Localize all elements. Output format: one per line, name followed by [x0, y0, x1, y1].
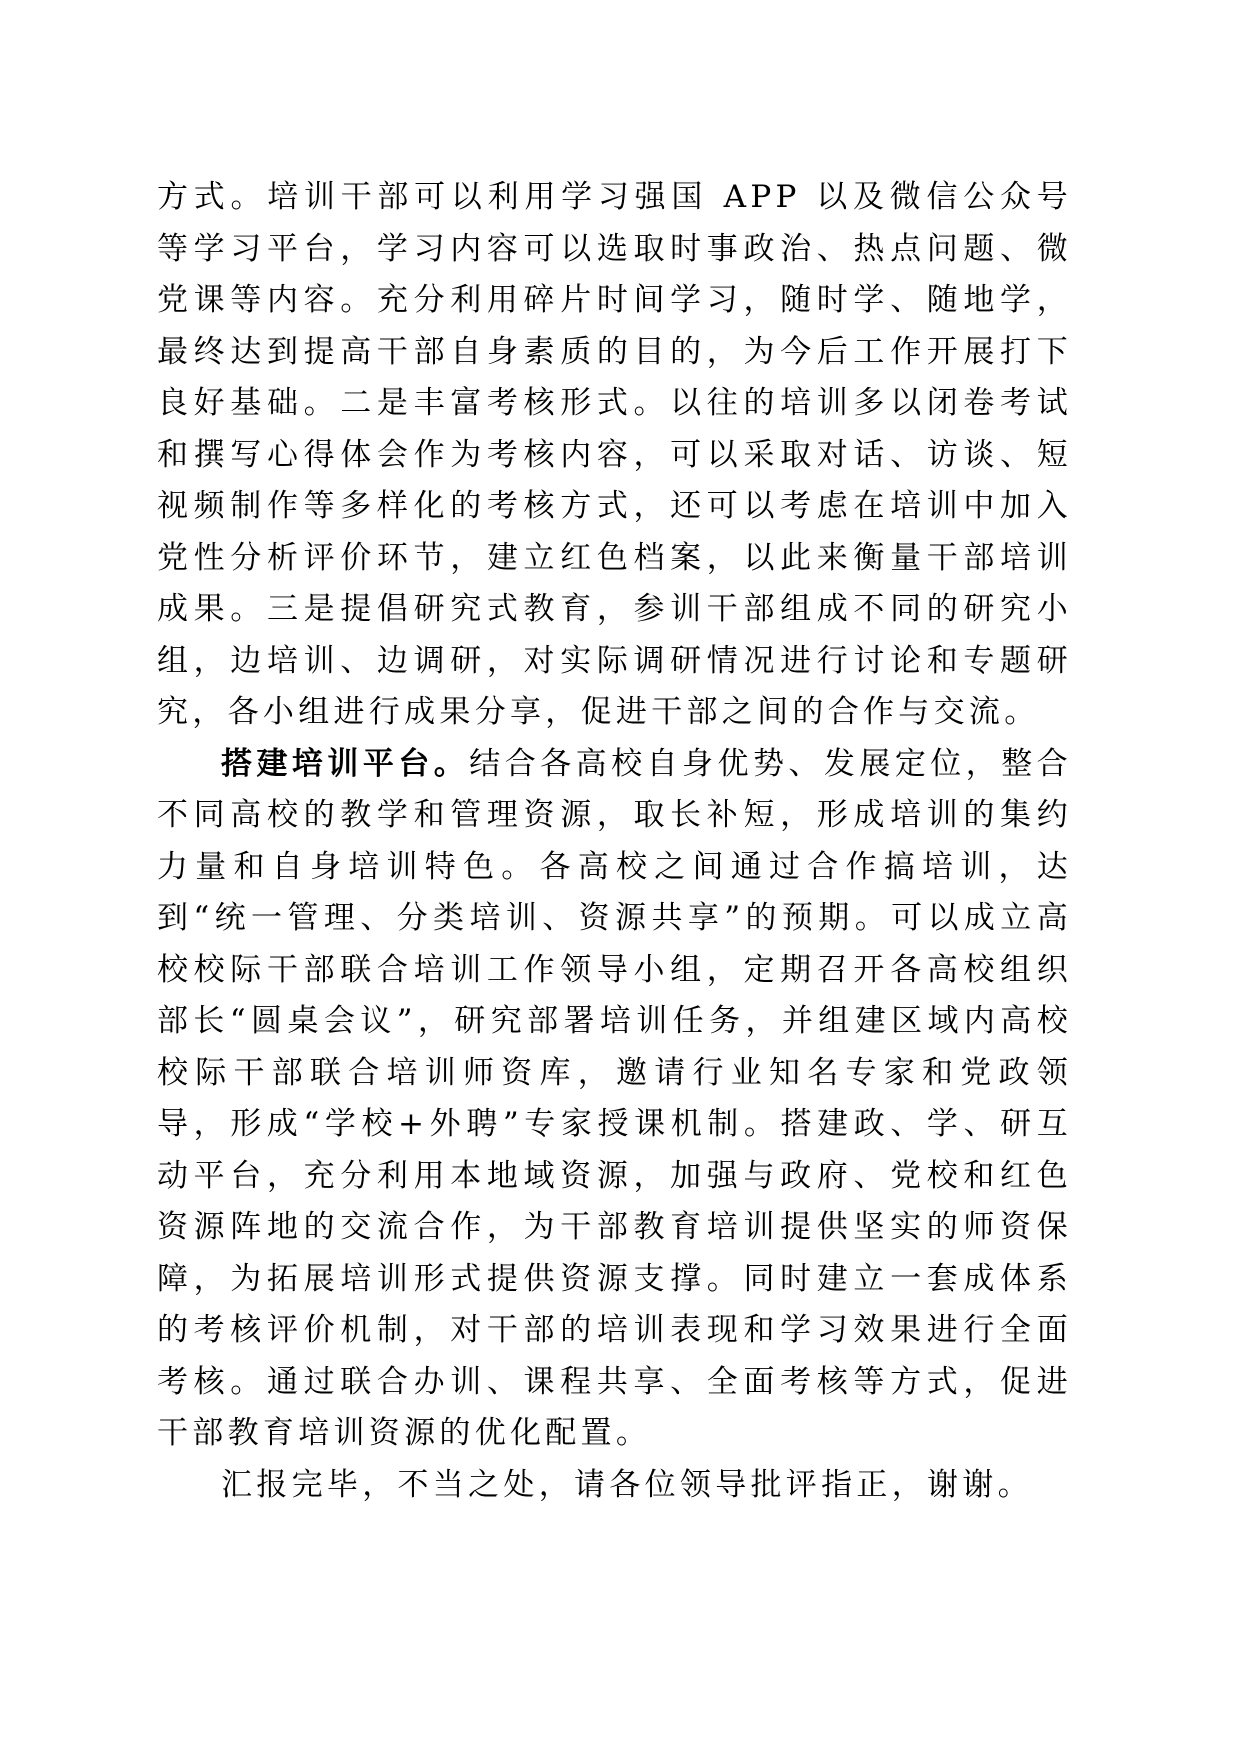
paragraph-2-text: 结合各高校自身优势、发展定位，整合不同高校的教学和管理资源，取长补短，形成培训的集约力量和自身培训特色。各高校之间通过合作搞培训，达到“统一管理、分类培训、资源共享”的预期。可以成立高校校际干部联合培训工作领导小组，定期召开各高校组织部长“圆桌会议”，研究部署培训任务，并组建区域内高校校际干部联合培训师资库，邀请行业知名专家和党政领导，形成“学校+外聘”专家授课机制。搭建政、学、研互动平台，充分利用本地域资源，加强与政府、党校和红色资源阵地的交流合作，为干部教育培训提供坚实的师资保障，为拓展培训形式提供资源支撑。同时建立一套成体系的考核评价机制，对干部的培训表现和学习效果进行全面考核。通过联合办训、课程共享、全面考核等方式，促进干部教育培训资源的优化配置。: [157, 745, 1072, 1451]
document-page: [157, 172, 1072, 1511]
paragraph-closing: [157, 1460, 1072, 1512]
paragraph-platform: [157, 739, 1072, 1460]
paragraph-1-text: 方式。培训干部可以利用学习强国 APP 以及微信公众号等学习平台，学习内容可以选取时事政治、热点问题、微党课等内容。充分利用碎片时间学习，随时学、随地学，最终达到提高干部自身素质的目的，为今后工作开展打下良好基础。二是丰富考核形式。以往的培训多以闭卷考试和撰写心得体会作为考核内容，可以采取对话、访谈、短视频制作等多样化的考核方式，还可以考虑在培训中加入党性分析评价环节，建立红色档案，以此来衡量干部培训成果。三是提倡研究式教育，参训干部组成不同的研究小组，边培训、边调研，对实际调研情况进行讨论和专题研究，各小组进行成果分享，促进干部之间的合作与交流。: [157, 179, 1072, 730]
paragraph-2-heading: 搭建培训平台。: [221, 745, 470, 782]
paragraph-3-text: 汇报完毕，不当之处，请各位领导批评指正，谢谢。: [221, 1466, 1033, 1503]
paragraph-continued: [157, 172, 1072, 739]
